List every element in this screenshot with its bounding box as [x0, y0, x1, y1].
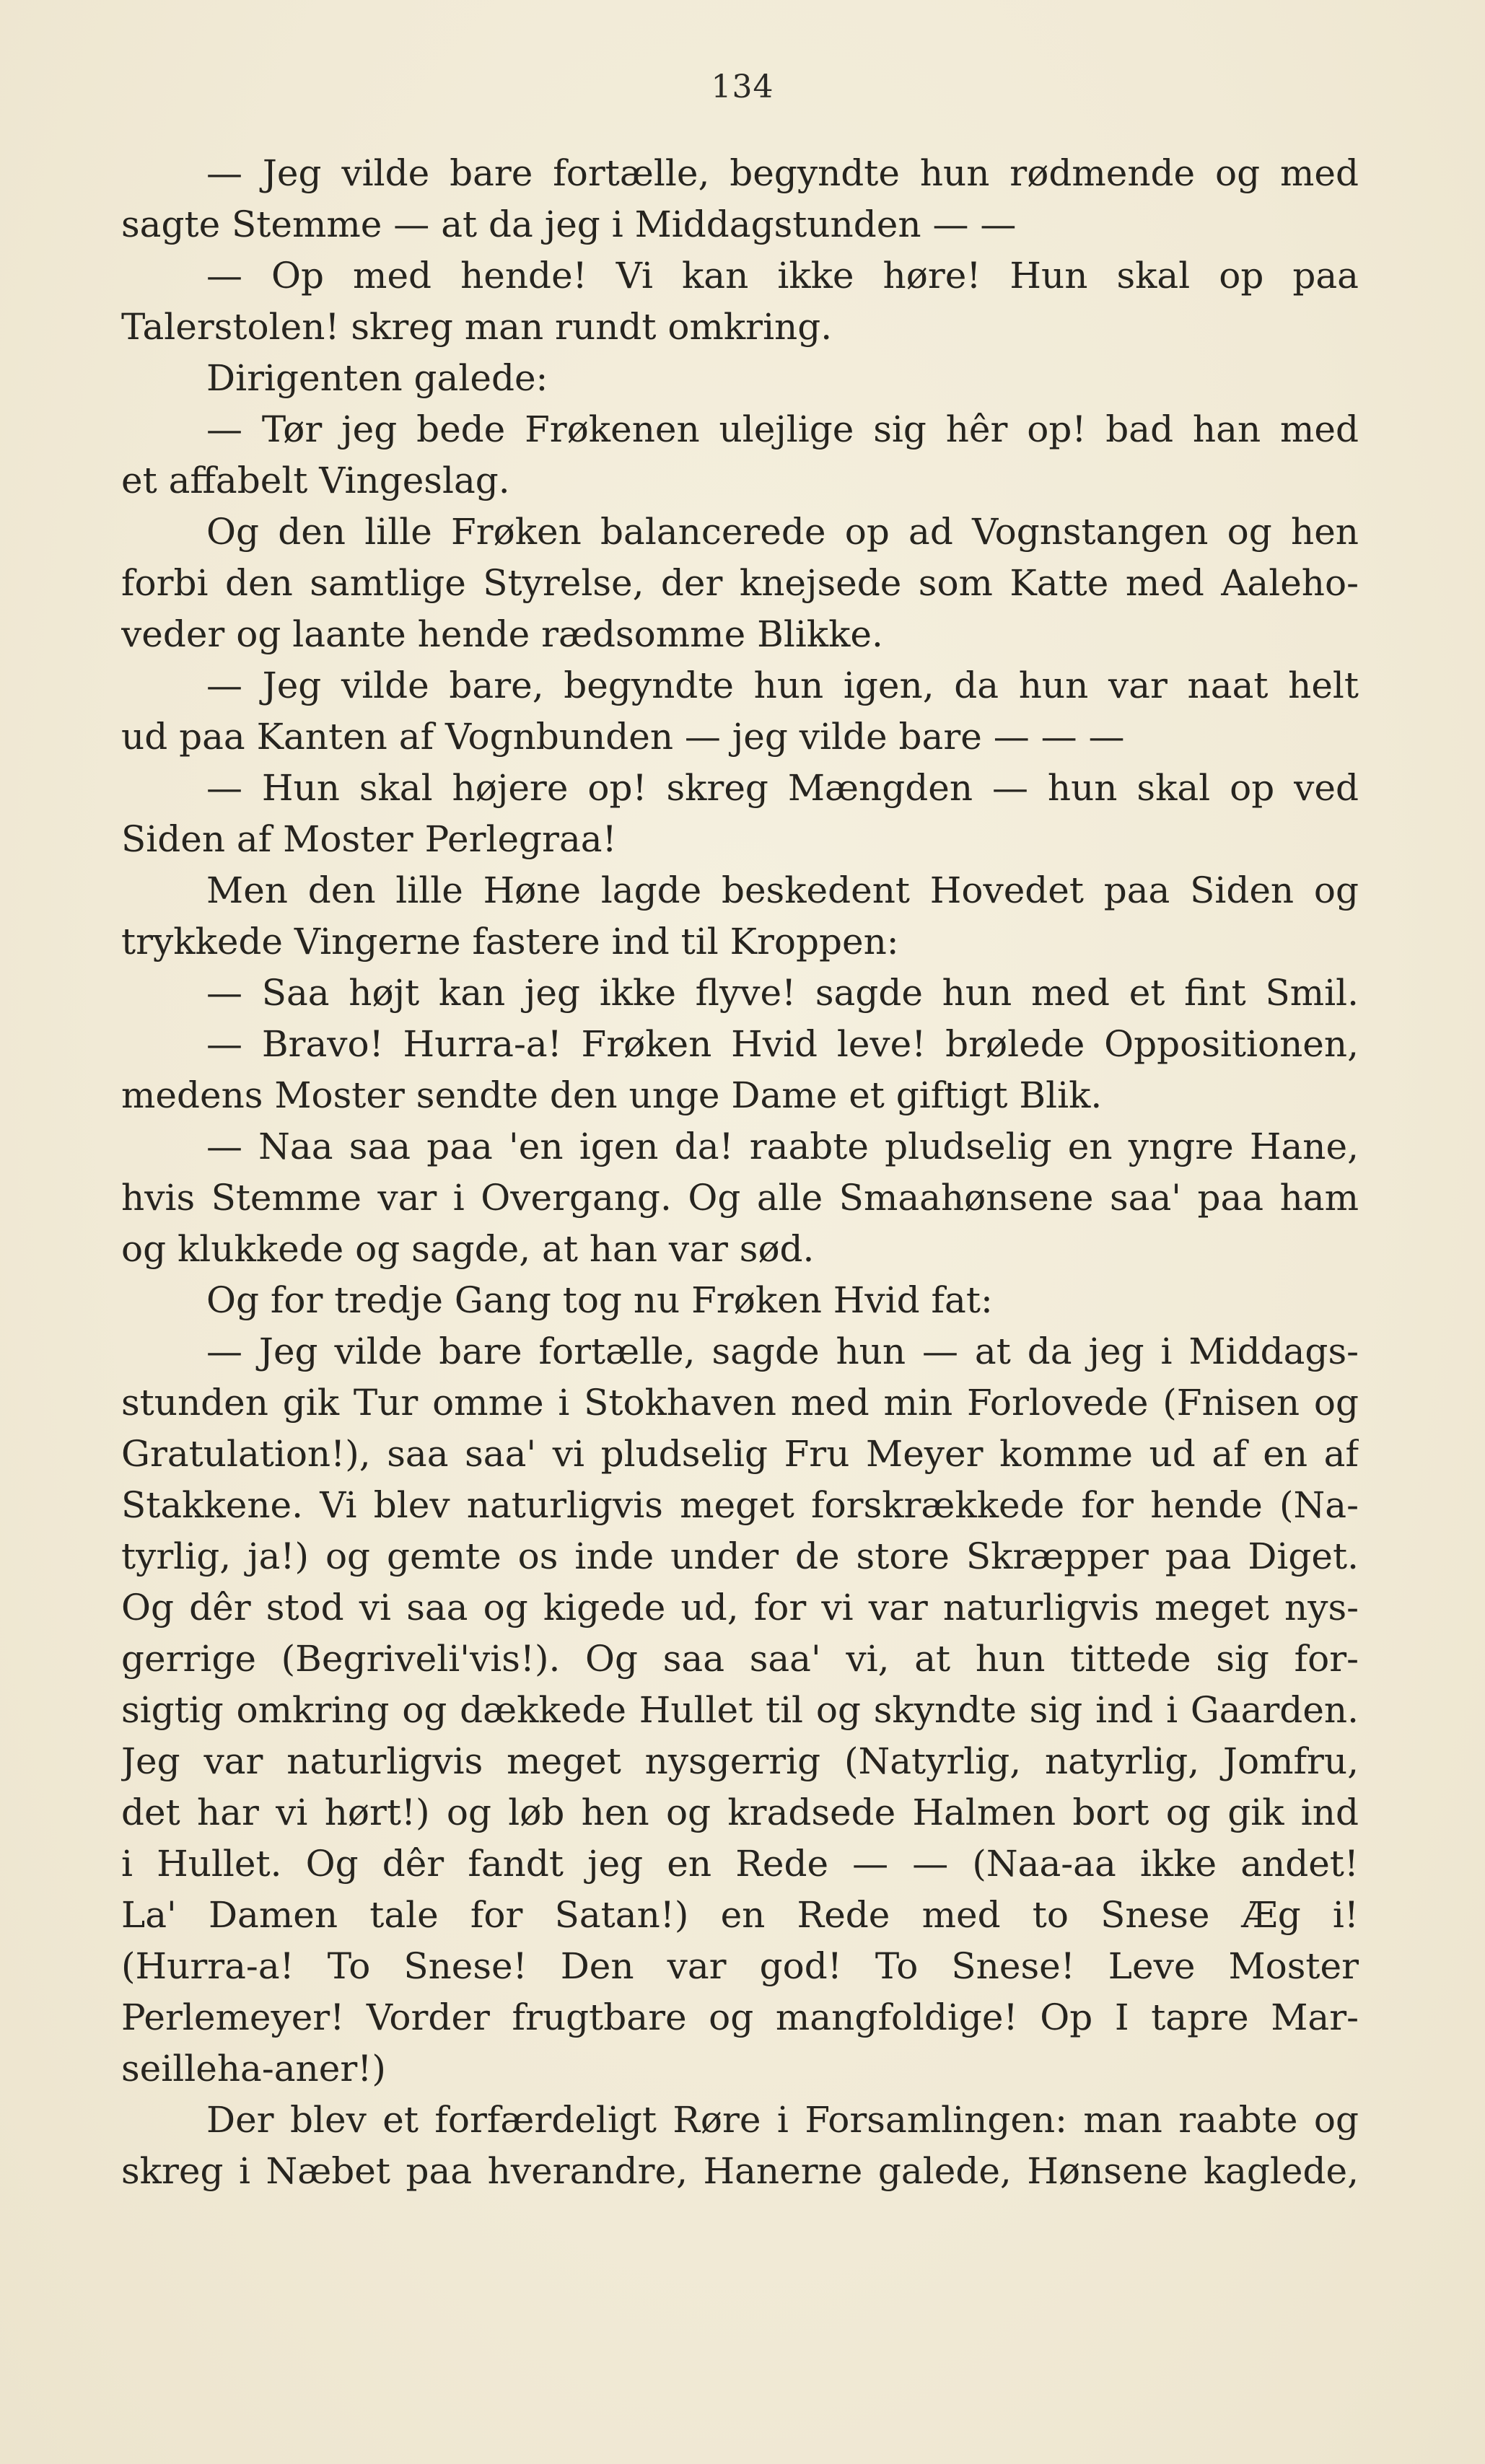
- text-line: gerrige (Begriveli'vis!). Og saa saa' vi, at hun tittede sig for-: [121, 1638, 1359, 1680]
- text-line: — Jeg vilde bare fortælle, sagde hun — at da jeg i Middags-: [206, 1330, 1359, 1372]
- text-line: — Hun skal højere op! skreg Mængden — hun skal op ved: [206, 767, 1359, 809]
- text-line: ud paa Kanten af Vognbunden — jeg vilde bare — — —: [121, 716, 1125, 758]
- text-line: Men den lille Høne lagde beskedent Hovedet paa Siden og: [206, 869, 1359, 911]
- text-line: tyrlig, ja!) og gemte os inde under de store Skræpper paa Diget.: [121, 1535, 1359, 1577]
- text-line: og klukkede og sagde, at han var sød.: [121, 1228, 815, 1270]
- text-line: hvis Stemme var i Overgang. Og alle Smaahønsene saa' paa ham: [121, 1177, 1359, 1219]
- text-line: Og den lille Frøken balancerede op ad Vognstangen og hen: [206, 511, 1359, 553]
- text-line: (Hurra-a! To Snese! Den var god! To Snese! Leve Moster: [121, 1945, 1359, 1987]
- text-line: Talerstolen! skreg man rundt omkring.: [121, 306, 833, 348]
- text-line: seilleha-aner!): [121, 2048, 386, 2090]
- text-line: skreg i Næbet paa hverandre, Hanerne galede, Hønsene kaglede,: [121, 2150, 1359, 2192]
- text-line: Og dêr stod vi saa og kigede ud, for vi var naturligvis meget nys-: [121, 1587, 1359, 1628]
- text-line: Perlemeyer! Vorder frugtbare og mangfoldige! Op I tapre Mar-: [121, 1996, 1359, 2038]
- page-number: 134: [711, 69, 774, 105]
- text-line: — Jeg vilde bare, begyndte hun igen, da hun var naat helt: [206, 665, 1359, 706]
- text-line: medens Moster sendte den unge Dame et giftigt Blik.: [121, 1074, 1103, 1116]
- text-line: et affabelt Vingeslag.: [121, 460, 510, 501]
- text-line: — Jeg vilde bare fortælle, begyndte hun rødmende og med: [206, 152, 1359, 194]
- body-text: [121, 148, 1359, 2197]
- text-line: Jeg var naturligvis meget nysgerrig (Natyrlig, natyrlig, Jomfru,: [121, 1740, 1359, 1782]
- text-line: Siden af Moster Perlegraa!: [121, 818, 617, 860]
- text-line: — Naa saa paa 'en igen da! raabte pludselig en yngre Hane,: [206, 1126, 1359, 1167]
- text-line: Gratulation!), saa saa' vi pludselig Fru Meyer komme ud af en af: [121, 1433, 1359, 1475]
- text-line: sagte Stemme — at da jeg i Middagstunden — —: [121, 203, 1017, 245]
- text-line: Og for tredje Gang tog nu Frøken Hvid fat:: [206, 1279, 993, 1321]
- text-line: — Bravo! Hurra-a! Frøken Hvid leve! brølede Oppositionen,: [206, 1023, 1359, 1065]
- text-line: Der blev et forfærdeligt Røre i Forsamlingen: man raabte og: [206, 2099, 1359, 2141]
- text-line: — Tør jeg bede Frøkenen ulejlige sig hêr op! bad han med: [206, 408, 1359, 450]
- text-line: sigtig omkring og dækkede Hullet til og skyndte sig ind i Gaarden.: [121, 1689, 1359, 1731]
- text-line: forbi den samtlige Styrelse, der knejsede som Katte med Aaleho-: [121, 562, 1359, 604]
- text-line: veder og laante hende rædsomme Blikke.: [121, 613, 883, 655]
- text-line: — Saa højt kan jeg ikke flyve! sagde hun med et fint Smil.: [206, 972, 1359, 1014]
- text-line: — Op med hende! Vi kan ikke høre! Hun skal op paa: [206, 255, 1359, 297]
- text-line: Dirigenten galede:: [206, 357, 548, 399]
- text-line: det har vi hørt!) og løb hen og kradsede Halmen bort og gik ind: [121, 1792, 1359, 1833]
- text-line: trykkede Vingerne fastere ind til Kroppen:: [121, 921, 899, 963]
- text-line: La' Damen tale for Satan!) en Rede med to Snese Æg i!: [121, 1894, 1359, 1936]
- text-line: Stakkene. Vi blev naturligvis meget forskrækkede for hende (Na-: [121, 1484, 1359, 1526]
- text-line: i Hullet. Og dêr fandt jeg en Rede — — (Naa-aa ikke andet!: [121, 1843, 1359, 1885]
- text-line: stunden gik Tur omme i Stokhaven med min Forlovede (Fnisen og: [121, 1382, 1359, 1424]
